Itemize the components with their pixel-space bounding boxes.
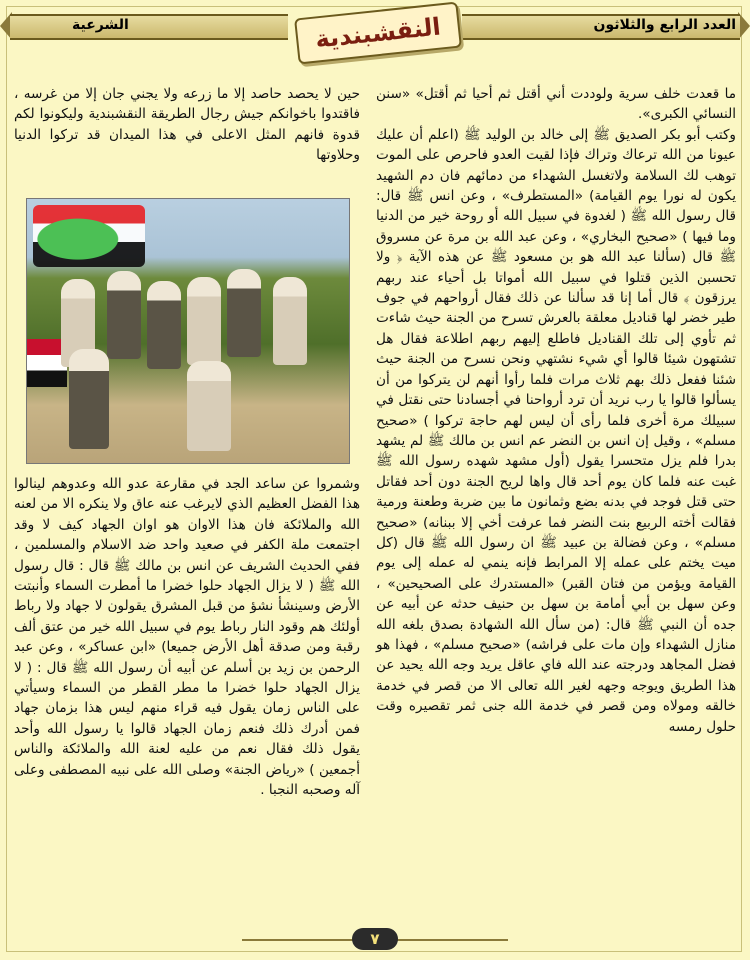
header-ribbon-left xyxy=(10,14,288,40)
figure xyxy=(69,349,109,449)
title-plaque xyxy=(294,2,462,65)
figure xyxy=(187,277,221,365)
page-number: ٧ xyxy=(352,928,398,950)
section-label: الشرعية xyxy=(72,17,129,33)
left-column-top xyxy=(14,84,360,192)
issue-label: العدد الرابع والثلاثون xyxy=(593,17,736,33)
figure xyxy=(273,277,307,365)
left-column-top-text: حين لا يحصد حاصد إلا ما زرعه ولا يجني جان إلا من غرسه ، فاقتدوا باخوانكم جيش رجال الطريقة النقشبندية وليكونوا لكم قدوة فانهم المثل الاعلى في هذا الميدان قد تركوا الدنيا وحلاوتها xyxy=(14,86,360,164)
left-column-bottom-text: وشمروا عن ساعد الجد في مقارعة عدو الله وعدوهم لينالوا هذا الفضل العظيم الذي لايرغب عنه عاق ولا ينكره الا من لعنه الله والملائكة فان هذا الاوان هو اوان الجهاد كيف لا وقد اجتمعت ملة الكفر في صعيد واحد ضد الاسلام والمسلمين ، ففي الحديث الشريف عن انس بن مالك ﷺ قال : قال رسول الله ﷺ ( لا يزال الجهاد حلوا خضرا ما أمطرت السماء وأنبتت الأرض وسينشأ نشؤ من قبل المشرق يقولون لا جهاد ولا رباط أولئك هم وقود النار رباط يوم في سبيل الله خير من عتق ألف رقبة ومن صدقة أهل الأرض جميعا) «ابن عساكر» ، وعن عبد الرحمن بن زيد بن أسلم عن أبيه أن رسول الله ﷺ قال : ( لا يزال الجهاد حلوا خضرا ما مطر القطر من السماء وسيأتي على الناس زمان يقول فيه قراء منهم ليس هذا بزمان جهاد فمن أدرك ذلك فنعم زمان الجهاد قالوا يا رسول الله وأحد يقول ذلك فقال نعم من عليه لعنة الله والملائكة والناس أجمعين ) «رياض الجنة» وصلى الله على نبيه المصطفى وعلى آله وصحبه النجبا . xyxy=(14,476,360,799)
figure xyxy=(147,281,181,369)
figure xyxy=(107,271,141,359)
organization-logo xyxy=(33,205,145,267)
figure xyxy=(187,361,231,451)
right-column-text: ما قعدت خلف سرية ولوددت أني أقتل ثم أحيا ثم أقتل» «سنن النسائي الكبرى». xyxy=(376,86,736,123)
right-column xyxy=(376,84,736,944)
right-column-text-2: وكتب أبو بكر الصديق ﷺ إلى خالد بن الوليد ﷺ (اعلم أن عليك عيونا من الله ترعاك وتراك فإذا لقيت العدو فاحرص على الموت توهب لك السلامة ولاتغسل الشهداء من دمائهم فان دم الشهيد يكون له نورا يوم القيامة) «المستطرف» ، وعن انس ﷺ قال: قال رسول الله ﷺ ( لغدوة في سبيل الله أو روحة خير من الدنيا وما فيها ) «صحيح البخاري» ، وعن عبد الله بن مرة عن مسروق ﷺ قال (سألنا عبد الله هو بن مسعود ﷺ عن هذه الآية ﴿ ولا تحسبن الذين قتلوا في سبيل الله أمواتا بل أحياء عند ربهم يرزقون ﴾ قال أما إنا قد سألنا عن ذلك فقال أرواحهم في جوف طير خضر لها قناديل معلقة بالعرش تسرح من الجنة حيث شاءت ثم تأوي إلى تلك القناديل فاطلع إليهم ربهم اطلاعة فقال هل تشتهون شيئا قالوا أي شيء نشتهي ونحن نسرح من الجنة حيث شئنا ففعل ذلك بهم ثلاث مرات فلما رأوا أنهم لن يتركوا من أن يسألوا قالوا يا رب نريد أن ترد أرواحنا في أجسادنا حتى نقتل في سبيلك مرة أخرى فلما رأى أن ليس لهم حاجة تركوا ) «صحيح مسلم» ، وقيل إن انس بن النضر عم انس بن مالك ﷺ لم يشهد بدرا فلم يزل متحسرا يقول (أول مشهد شهده رسول الله ﷺ غبت عنه فلما كان يوم أحد قال واها لريح الجنة دون أحد فقاتل حتى قتل فوجد في بدنه بضع وثمانون ما بين ضربة وطعنة ورمية فقالت أخته الربيع بنت النضر فما عرفت أخي إلا ببنانه) «صحيح مسلم» ، وعن فضالة بن عبيد ﷺ ان رسول الله ﷺ قال (كل ميت يختم على عمله إلا المرابط فإنه ينمي له عمله إلى يوم القيامة ويؤمن من فتان القبر) «المستدرك على الصحيحين» ، وعن سهل بن أبي أمامة بن سهل بن حنيف حدثه عن أبيه عن جده أن النبي ﷺ قال: (من سأل الله الشهادة بصدق بلغه الله منازل الشهداء وإن مات على فراشه) «صحيح مسلم» ، فهذا هو فضل المجاهد ودرجته عند الله فاي عاقل يريد وجه الله يحيد عن هذا الطريق ويوجه وجهه لغير الله تعالى الا من قصر في خدمة خالقه ومولاه ومن قصر في خدمة الله جنى ثمر تقصيره وقت حلول رمسه xyxy=(376,126,736,735)
page-title: النقشبندية xyxy=(313,12,442,54)
figure xyxy=(227,269,261,357)
fighters-photo xyxy=(26,198,350,464)
left-column-bottom xyxy=(14,474,360,924)
